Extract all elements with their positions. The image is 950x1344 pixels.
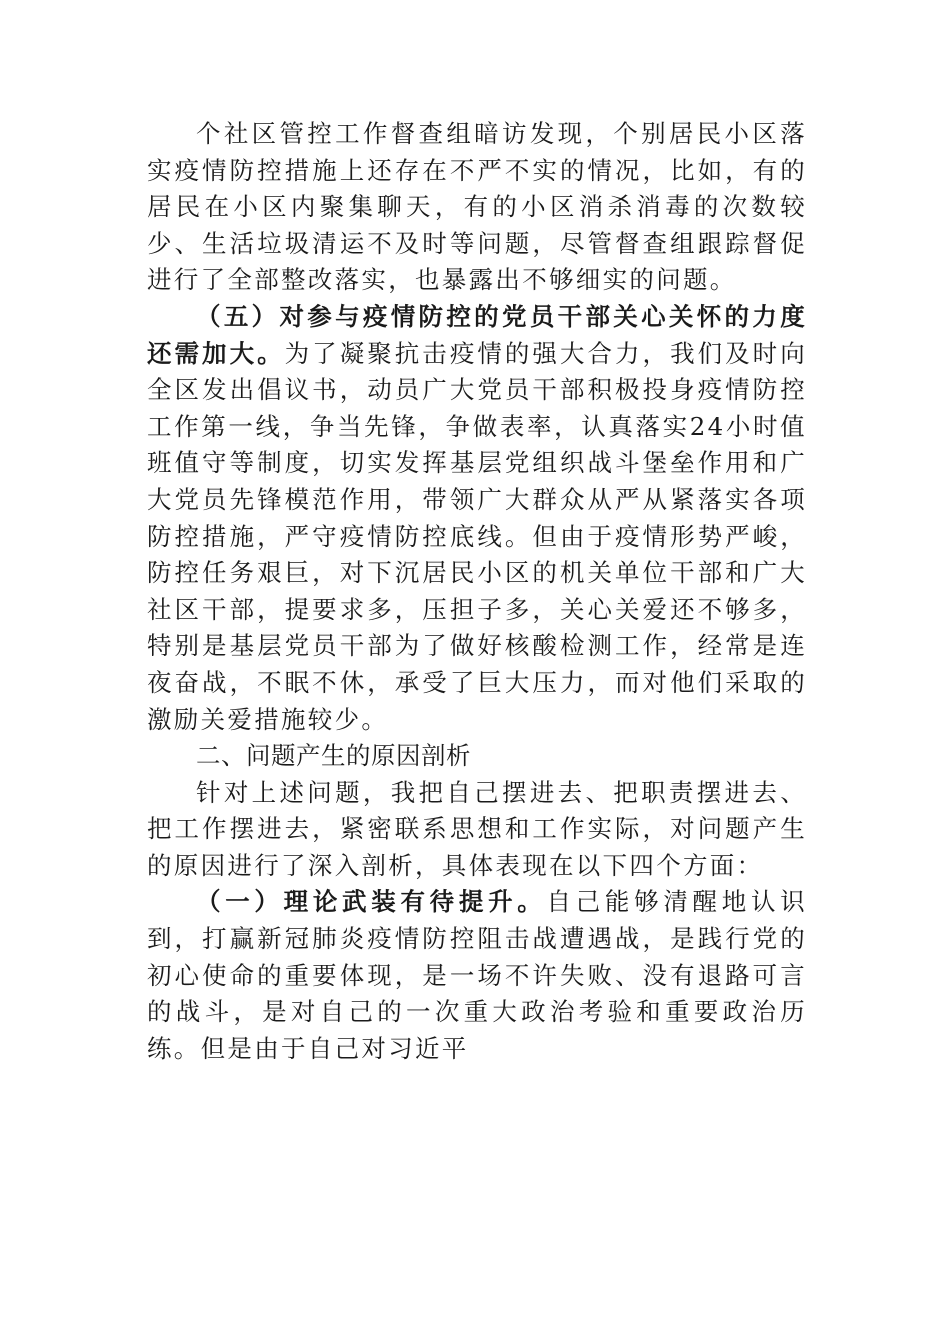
paragraph-text: 个社区管控工作督查组暗访发现，个别居民小区落实疫情防控措施上还存在不严不实的情况，比如，有的居民在小区内聚集聊天，有的小区消杀消毒的次数较少、生活垃圾清运不及时等问题，尽管督查组跟踪督促进行了全部整改落实，也暴露出不够细实的问题。 [147,119,807,295]
paragraph-lead-heading: （一）理论武装有待提升。 [196,887,547,917]
paragraph-theory-armament [147,884,807,1067]
paragraph-care-for-cadres [147,299,807,738]
paragraph-text: 为了凝聚抗击疫情的强大合力，我们及时向全区发出倡议书，动员广大党员干部积极投身疫情防控工作第一线，争当先锋，争做表率，认真落实24小时值班值守等制度，切实发挥基层党组织战斗堡垒作用和广大党员先锋模范作用，带领广大群众从严从紧落实各项防控措施，严守疫情防控底线。但由于疫情形势严峻，防控任务艰巨，对下沉居民小区的机关单位干部和广大社区干部，提要求多，压担子多，关心关爱还不够多，特别是基层党员干部为了做好核酸检测工作，经常是连夜奋战，不眠不休，承受了巨大压力，而对他们采取的激励关爱措施较少。 [147,338,807,734]
paragraph-analysis-intro [147,775,807,885]
paragraph-text: 针对上述问题，我把自己摆进去、把职责摆进去、把工作摆进去，紧密联系思想和工作实际，对问题产生的原因进行了深入剖析，具体表现在以下四个方面： [147,777,807,880]
document-page [147,116,807,1067]
paragraph-text: 自己能够清醒地认识到，打赢新冠肺炎疫情防控阻击战遭遇战，是践行党的初心使命的重要体现，是一场不许失败、没有退路可言的战斗，是对自己的一次重大政治考验和重要政治历练。但是由于自己对习近平 [147,887,807,1063]
section-heading: 二、问题产生的原因剖析 [196,741,471,771]
paragraph-community-inspection [147,116,807,299]
paragraph-lead-heading: （五）对参与疫情防控的党员干部关心关怀的力度还需加大。 [147,301,807,368]
